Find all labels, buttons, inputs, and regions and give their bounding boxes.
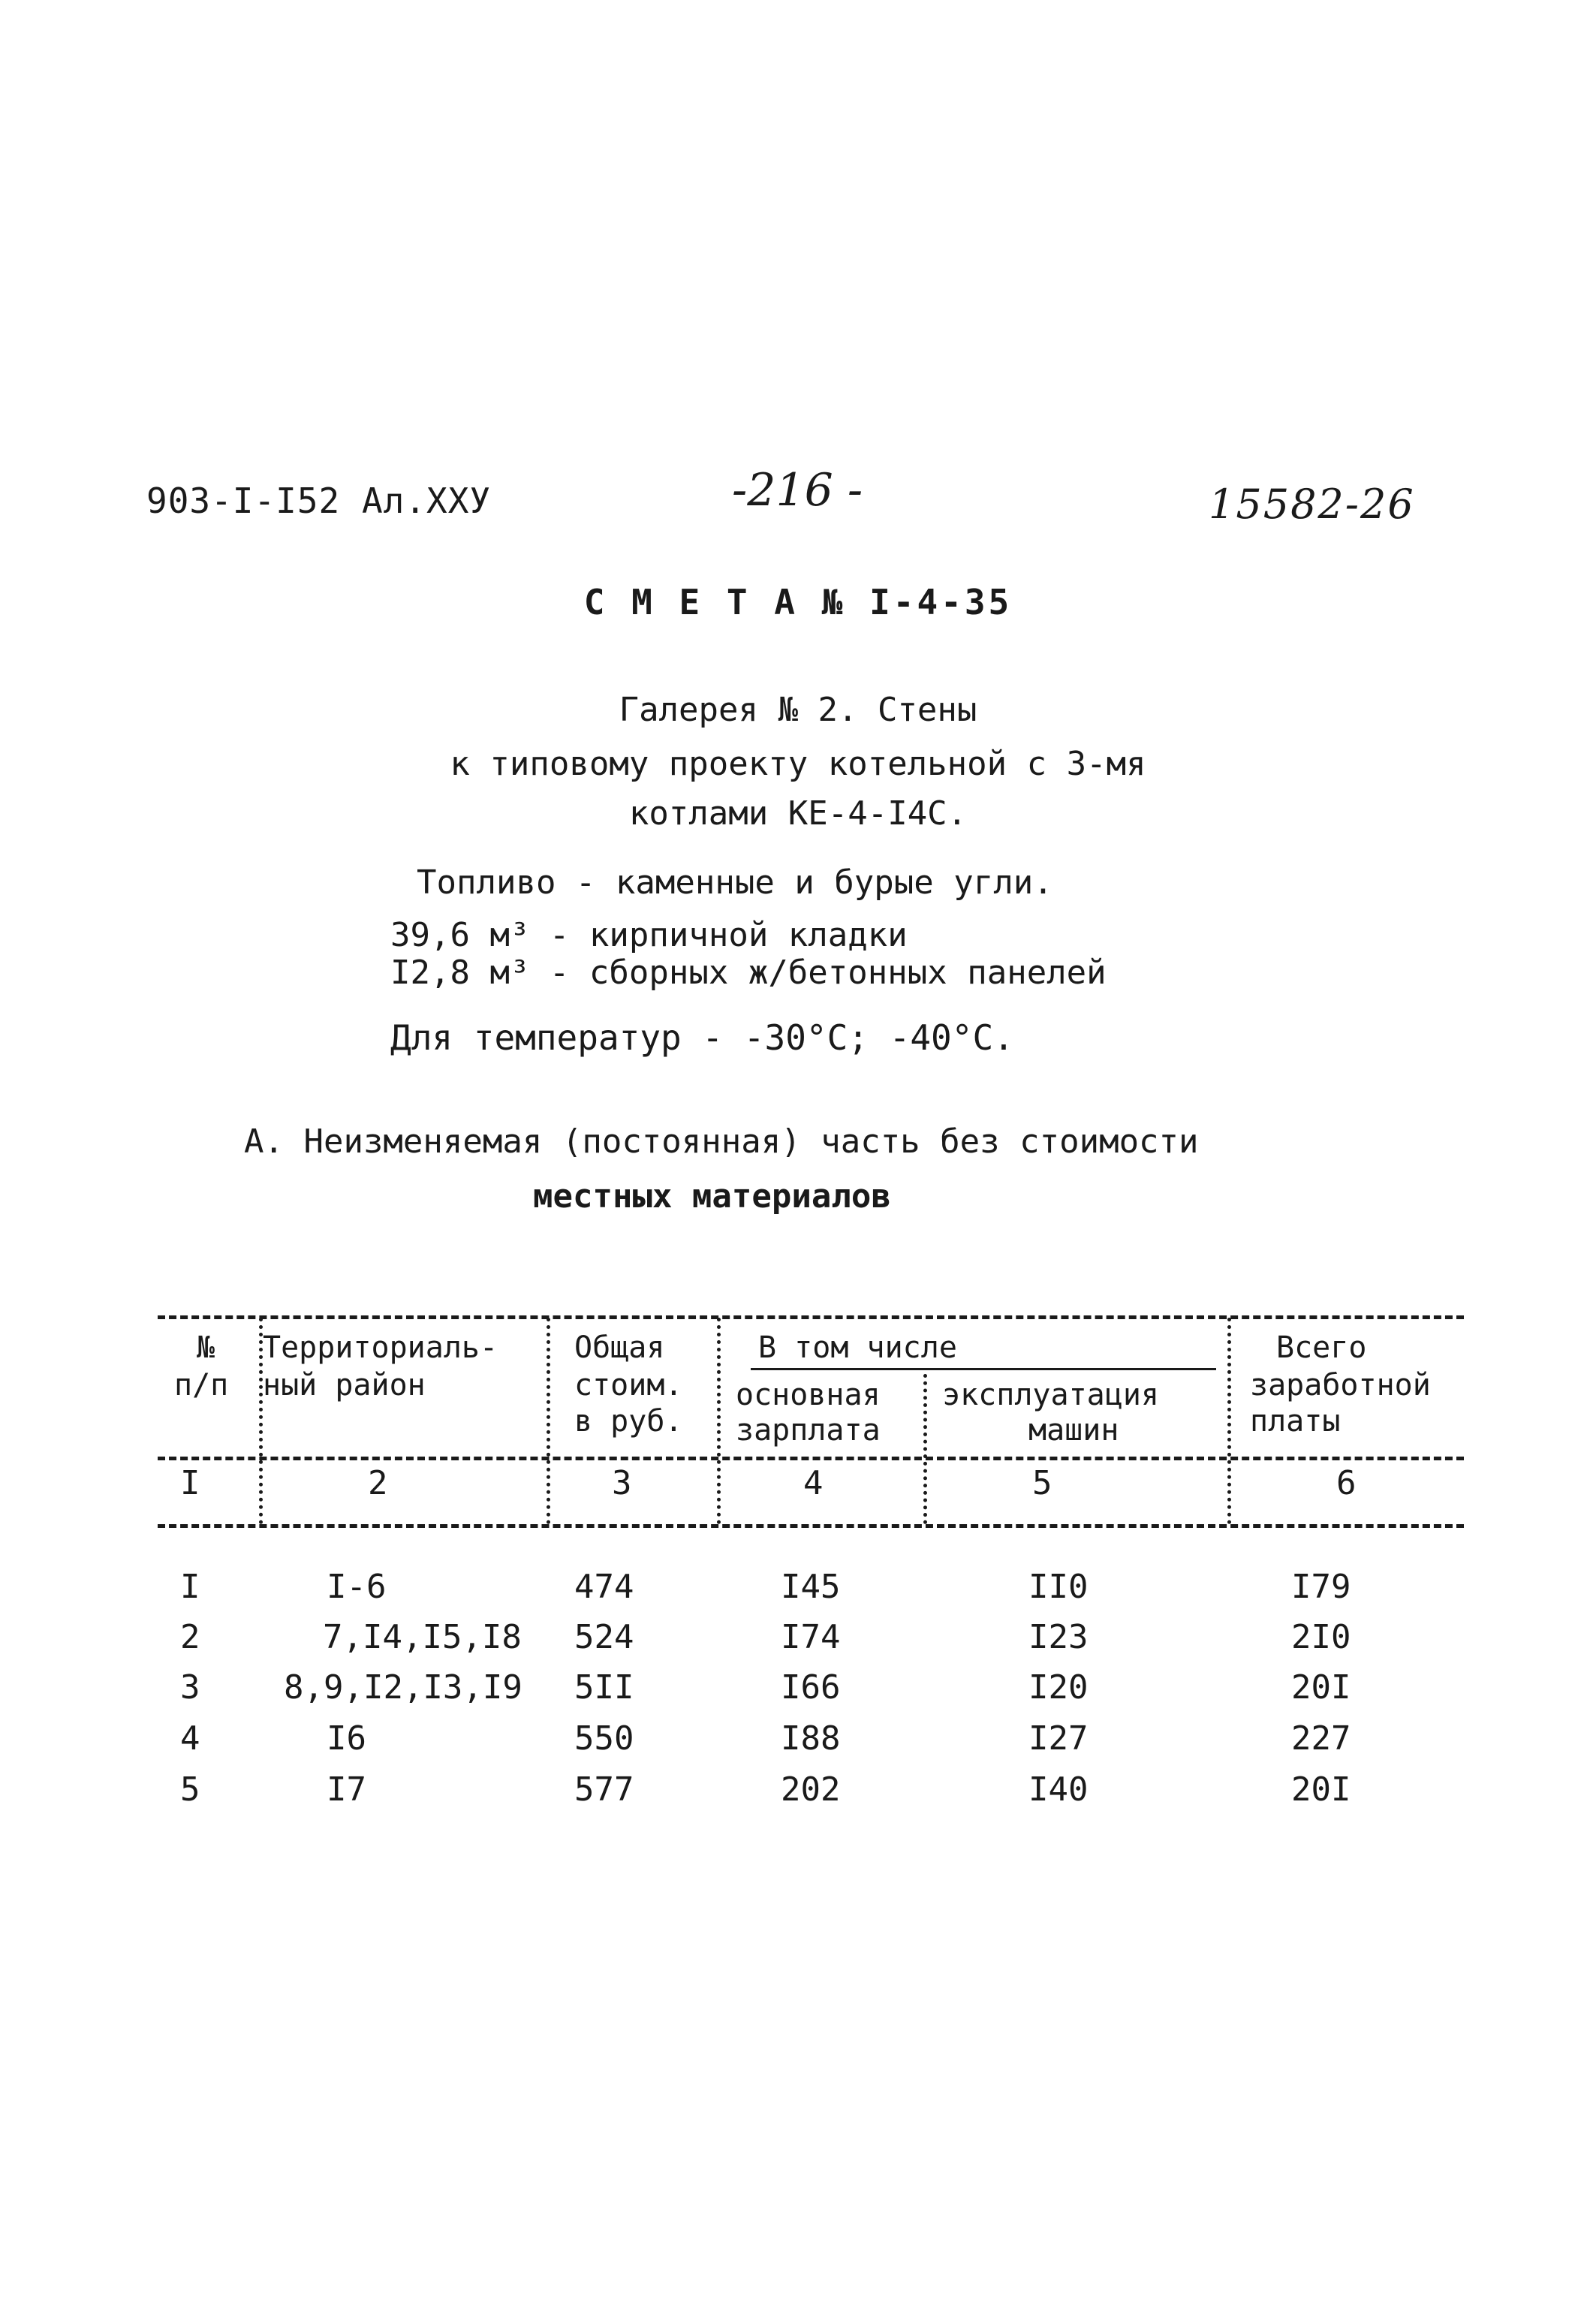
column-number: 3 bbox=[612, 1464, 632, 1502]
header-region-sub: ный район bbox=[263, 1368, 426, 1403]
fuel-line: Топливо - каменные и бурые угли. bbox=[417, 863, 1053, 902]
column-number: 2 bbox=[368, 1464, 388, 1502]
col-separator bbox=[717, 1318, 721, 1524]
machines-cell: I40 bbox=[1028, 1770, 1089, 1809]
header-divider-rule bbox=[158, 1457, 1464, 1460]
machines-cell: I23 bbox=[1028, 1618, 1089, 1656]
region-cell: I-6 bbox=[327, 1568, 387, 1606]
header-machines: эксплуатация bbox=[942, 1378, 1159, 1412]
header-salary-sub: зарплата bbox=[736, 1413, 881, 1448]
row-number: I bbox=[180, 1568, 200, 1606]
salary-cell: I74 bbox=[781, 1618, 841, 1656]
salary-cell: I45 bbox=[781, 1568, 841, 1606]
wages-cell: 20I bbox=[1291, 1770, 1351, 1809]
machines-cell: I27 bbox=[1028, 1719, 1089, 1758]
section-heading-cont: местных материалов bbox=[533, 1177, 891, 1216]
header-salary: основная bbox=[736, 1378, 881, 1412]
col-separator bbox=[1227, 1318, 1231, 1524]
subtitle-line-3: котлами КЕ-4-I4С. bbox=[628, 794, 968, 833]
total-cost-cell: 5II bbox=[574, 1668, 634, 1707]
header-wages-sub1: заработной bbox=[1250, 1368, 1431, 1403]
header-machines-sub: машин bbox=[1028, 1413, 1119, 1448]
wages-cell: 2I0 bbox=[1291, 1618, 1351, 1656]
col-separator bbox=[923, 1374, 927, 1524]
row-number: 3 bbox=[180, 1668, 200, 1707]
wages-cell: 20I bbox=[1291, 1668, 1351, 1707]
header-total-sub2: в руб. bbox=[574, 1404, 683, 1439]
col-separator bbox=[547, 1318, 550, 1524]
document-code: 903-I-I52 Ал.ХХУ bbox=[146, 481, 492, 521]
row-number: 2 bbox=[180, 1618, 200, 1656]
header-wages: Всего bbox=[1276, 1330, 1367, 1365]
region-cell: I6 bbox=[327, 1719, 366, 1758]
temperature-line: Для температур - -30°С; -40°С. bbox=[390, 1017, 1014, 1058]
column-number: 4 bbox=[803, 1464, 824, 1502]
volume-line-1: 39,6 м³ - кирпичной кладки bbox=[390, 916, 908, 954]
header-total: Общая bbox=[574, 1330, 665, 1365]
total-cost-cell: 524 bbox=[574, 1618, 634, 1656]
document-title: С М Е Т А № I-4-35 bbox=[583, 582, 1013, 622]
region-cell: I7 bbox=[327, 1770, 366, 1809]
salary-cell: I88 bbox=[781, 1719, 841, 1758]
wages-cell: 227 bbox=[1291, 1719, 1351, 1758]
page-number: -216 - bbox=[732, 464, 863, 517]
salary-cell: 202 bbox=[781, 1770, 841, 1809]
row-number: 5 bbox=[180, 1770, 200, 1809]
volume-line-2: I2,8 м³ - сборных ж/бетонных панелей bbox=[390, 954, 1107, 992]
header-total-sub1: стоим. bbox=[574, 1368, 683, 1403]
total-cost-cell: 474 bbox=[574, 1568, 634, 1606]
column-number-rule bbox=[158, 1524, 1464, 1528]
column-number: 5 bbox=[1032, 1464, 1052, 1502]
total-cost-cell: 577 bbox=[574, 1770, 634, 1809]
machines-cell: I20 bbox=[1028, 1668, 1089, 1707]
header-region: Территориаль- bbox=[263, 1330, 498, 1365]
header-number: № bbox=[197, 1330, 215, 1365]
header-number-sub: п/п bbox=[174, 1368, 229, 1403]
subtitle-line-2: к типовому проекту котельной с 3-мя bbox=[450, 745, 1146, 783]
header-including: В том числе bbox=[758, 1330, 957, 1365]
archive-number: 15582-26 bbox=[1209, 481, 1415, 528]
subtitle-line-1: Галерея № 2. Стены bbox=[619, 691, 977, 729]
total-cost-cell: 550 bbox=[574, 1719, 634, 1758]
column-number: 6 bbox=[1336, 1464, 1357, 1502]
salary-cell: I66 bbox=[781, 1668, 841, 1707]
table-top-rule bbox=[158, 1315, 1464, 1319]
region-cell: 7,I4,I5,I8 bbox=[323, 1618, 522, 1656]
section-heading: А. Неизменяемая (постоянная) часть без стоимости bbox=[244, 1122, 1199, 1161]
subheader-underline bbox=[751, 1368, 1216, 1370]
region-cell: 8,9,I2,I3,I9 bbox=[284, 1668, 522, 1707]
machines-cell: II0 bbox=[1028, 1568, 1089, 1606]
row-number: 4 bbox=[180, 1719, 200, 1758]
wages-cell: I79 bbox=[1291, 1568, 1351, 1606]
header-wages-sub2: платы bbox=[1250, 1404, 1341, 1439]
column-number: I bbox=[180, 1464, 200, 1502]
